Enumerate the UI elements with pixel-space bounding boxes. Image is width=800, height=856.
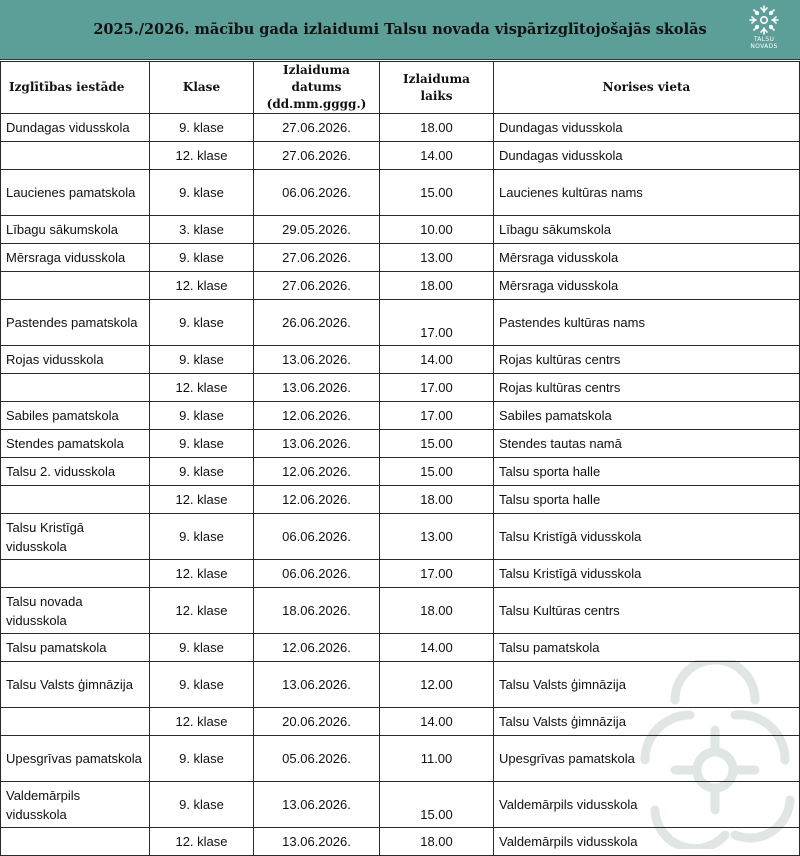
cell-datums: 20.06.2026. — [254, 708, 380, 736]
cell-laiks: 15.00 — [380, 430, 494, 458]
cell-laiks: 17.00 — [380, 300, 494, 346]
cell-iestade: Talsu Kristīgā vidusskola — [1, 514, 150, 560]
cell-klase: 12. klase — [150, 272, 254, 300]
column-header-iestade: Izglītības iestāde — [1, 62, 150, 114]
cell-klase: 12. klase — [150, 560, 254, 588]
cell-iestade: Rojas vidusskola — [1, 346, 150, 374]
cell-datums: 29.05.2026. — [254, 216, 380, 244]
column-header-datums — [254, 62, 380, 114]
cell-laiks: 15.00 — [380, 458, 494, 486]
cell-klase: 3. klase — [150, 216, 254, 244]
page-title: 2025./2026. mācību gada izlaidumi Talsu novada vispārizglītojošajās skolās — [93, 21, 707, 38]
cell-vieta: Lībagu sākumskola — [494, 216, 800, 244]
cell-iestade — [1, 486, 150, 514]
table-row — [1, 662, 800, 708]
cell-datums: 12.06.2026. — [254, 486, 380, 514]
cell-klase: 12. klase — [150, 588, 254, 634]
cell-iestade: Sabiles pamatskola — [1, 402, 150, 430]
snowflake-ornament-icon — [748, 4, 780, 36]
cell-klase: 9. klase — [150, 170, 254, 216]
cell-vieta: Talsu sporta halle — [494, 458, 800, 486]
cell-datums: 13.06.2026. — [254, 828, 380, 856]
cell-klase: 9. klase — [150, 662, 254, 708]
cell-iestade: Mērsraga vidusskola — [1, 244, 150, 272]
cell-klase: 9. klase — [150, 430, 254, 458]
cell-klase: 9. klase — [150, 300, 254, 346]
cell-datums: 13.06.2026. — [254, 430, 380, 458]
cell-datums: 06.06.2026. — [254, 560, 380, 588]
cell-laiks: 18.00 — [380, 588, 494, 634]
cell-klase: 9. klase — [150, 346, 254, 374]
cell-laiks: 18.00 — [380, 272, 494, 300]
table-row — [1, 430, 800, 458]
cell-vieta: Pastendes kultūras nams — [494, 300, 800, 346]
cell-vieta: Talsu Kristīgā vidusskola — [494, 514, 800, 560]
cell-vieta: Sabiles pamatskola — [494, 402, 800, 430]
table-row — [1, 142, 800, 170]
cell-laiks: 13.00 — [380, 244, 494, 272]
table-row — [1, 458, 800, 486]
cell-iestade: Lībagu sākumskola — [1, 216, 150, 244]
table-row — [1, 634, 800, 662]
table-row — [1, 244, 800, 272]
cell-vieta: Laucienes kultūras nams — [494, 170, 800, 216]
cell-laiks: 18.00 — [380, 486, 494, 514]
table-row — [1, 346, 800, 374]
cell-iestade — [1, 560, 150, 588]
cell-iestade: Talsu 2. vidusskola — [1, 458, 150, 486]
cell-vieta: Talsu Valsts ģimnāzija — [494, 708, 800, 736]
cell-klase: 12. klase — [150, 828, 254, 856]
table-row — [1, 216, 800, 244]
column-header-laiks: Izlaiduma laiks — [380, 62, 494, 114]
cell-datums: 05.06.2026. — [254, 736, 380, 782]
cell-datums: 13.06.2026. — [254, 782, 380, 828]
cell-iestade: Dundagas vidusskola — [1, 114, 150, 142]
cell-vieta: Mērsraga vidusskola — [494, 272, 800, 300]
cell-vieta: Dundagas vidusskola — [494, 114, 800, 142]
logo-text-novads: NOVADS — [750, 43, 778, 50]
cell-vieta: Stendes tautas namā — [494, 430, 800, 458]
cell-vieta: Rojas kultūras centrs — [494, 346, 800, 374]
cell-klase: 9. klase — [150, 114, 254, 142]
cell-datums: 06.06.2026. — [254, 170, 380, 216]
cell-klase: 12. klase — [150, 708, 254, 736]
page-header — [0, 0, 800, 60]
cell-iestade — [1, 374, 150, 402]
table-row — [1, 272, 800, 300]
cell-klase: 9. klase — [150, 244, 254, 272]
cell-iestade — [1, 142, 150, 170]
cell-datums: 06.06.2026. — [254, 514, 380, 560]
cell-laiks: 11.00 — [380, 736, 494, 782]
cell-iestade: Upesgrīvas pamatskola — [1, 736, 150, 782]
table-row — [1, 588, 800, 634]
table-row — [1, 114, 800, 142]
table-row — [1, 708, 800, 736]
cell-vieta: Valdemārpils vidusskola — [494, 828, 800, 856]
cell-datums: 27.06.2026. — [254, 142, 380, 170]
cell-klase: 9. klase — [150, 782, 254, 828]
cell-iestade — [1, 708, 150, 736]
cell-laiks: 14.00 — [380, 346, 494, 374]
cell-vieta: Talsu Kultūras centrs — [494, 588, 800, 634]
cell-klase: 9. klase — [150, 514, 254, 560]
cell-laiks: 14.00 — [380, 634, 494, 662]
cell-iestade: Valdemārpils vidusskola — [1, 782, 150, 828]
logo-text-talsu: TALSU — [753, 36, 775, 43]
cell-datums: 27.06.2026. — [254, 272, 380, 300]
cell-klase: 12. klase — [150, 374, 254, 402]
table-row — [1, 170, 800, 216]
cell-vieta: Talsu Valsts ģimnāzija — [494, 662, 800, 708]
cell-iestade — [1, 828, 150, 856]
cell-datums: 12.06.2026. — [254, 402, 380, 430]
cell-laiks: 18.00 — [380, 114, 494, 142]
table-header-row — [1, 62, 800, 114]
cell-datums: 18.06.2026. — [254, 588, 380, 634]
table-row — [1, 828, 800, 856]
cell-iestade — [1, 272, 150, 300]
cell-klase: 9. klase — [150, 736, 254, 782]
cell-vieta: Valdemārpils vidusskola — [494, 782, 800, 828]
cell-klase: 12. klase — [150, 142, 254, 170]
cell-datums: 27.06.2026. — [254, 114, 380, 142]
table-row — [1, 514, 800, 560]
column-header-vieta: Norises vieta — [494, 62, 800, 114]
cell-vieta: Talsu Kristīgā vidusskola — [494, 560, 800, 588]
cell-laiks: 14.00 — [380, 708, 494, 736]
cell-datums: 27.06.2026. — [254, 244, 380, 272]
table-row — [1, 374, 800, 402]
graduation-table — [0, 61, 800, 856]
cell-klase: 12. klase — [150, 486, 254, 514]
table-row — [1, 300, 800, 346]
column-header-datums-line2: (dd.mm.gggg.) — [266, 97, 367, 111]
cell-laiks: 14.00 — [380, 142, 494, 170]
cell-vieta: Upesgrīvas pamatskola — [494, 736, 800, 782]
column-header-datums-line1: Izlaiduma datums — [283, 63, 350, 94]
cell-vieta: Talsu sporta halle — [494, 486, 800, 514]
table-row — [1, 736, 800, 782]
cell-datums: 13.06.2026. — [254, 346, 380, 374]
column-header-klase: Klase — [150, 62, 254, 114]
table-row — [1, 486, 800, 514]
cell-klase: 9. klase — [150, 402, 254, 430]
cell-laiks: 17.00 — [380, 560, 494, 588]
table-row — [1, 782, 800, 828]
cell-datums: 26.06.2026. — [254, 300, 380, 346]
cell-laiks: 15.00 — [380, 170, 494, 216]
cell-datums: 13.06.2026. — [254, 374, 380, 402]
cell-datums: 12.06.2026. — [254, 634, 380, 662]
cell-iestade: Pastendes pamatskola — [1, 300, 150, 346]
cell-iestade: Laucienes pamatskola — [1, 170, 150, 216]
cell-laiks: 17.00 — [380, 374, 494, 402]
cell-iestade: Talsu pamatskola — [1, 634, 150, 662]
cell-iestade: Talsu novada vidusskola — [1, 588, 150, 634]
cell-vieta: Talsu pamatskola — [494, 634, 800, 662]
cell-vieta: Dundagas vidusskola — [494, 142, 800, 170]
cell-laiks: 10.00 — [380, 216, 494, 244]
cell-laiks: 18.00 — [380, 828, 494, 856]
cell-iestade: Stendes pamatskola — [1, 430, 150, 458]
cell-laiks: 13.00 — [380, 514, 494, 560]
cell-datums: 12.06.2026. — [254, 458, 380, 486]
cell-iestade: Talsu Valsts ģimnāzija — [1, 662, 150, 708]
table-row — [1, 402, 800, 430]
cell-vieta: Mērsraga vidusskola — [494, 244, 800, 272]
talsu-novads-logo — [744, 4, 784, 56]
cell-laiks: 12.00 — [380, 662, 494, 708]
table-row — [1, 560, 800, 588]
cell-datums: 13.06.2026. — [254, 662, 380, 708]
cell-klase: 9. klase — [150, 458, 254, 486]
cell-laiks: 17.00 — [380, 402, 494, 430]
cell-laiks: 15.00 — [380, 782, 494, 828]
cell-vieta: Rojas kultūras centrs — [494, 374, 800, 402]
cell-klase: 9. klase — [150, 634, 254, 662]
